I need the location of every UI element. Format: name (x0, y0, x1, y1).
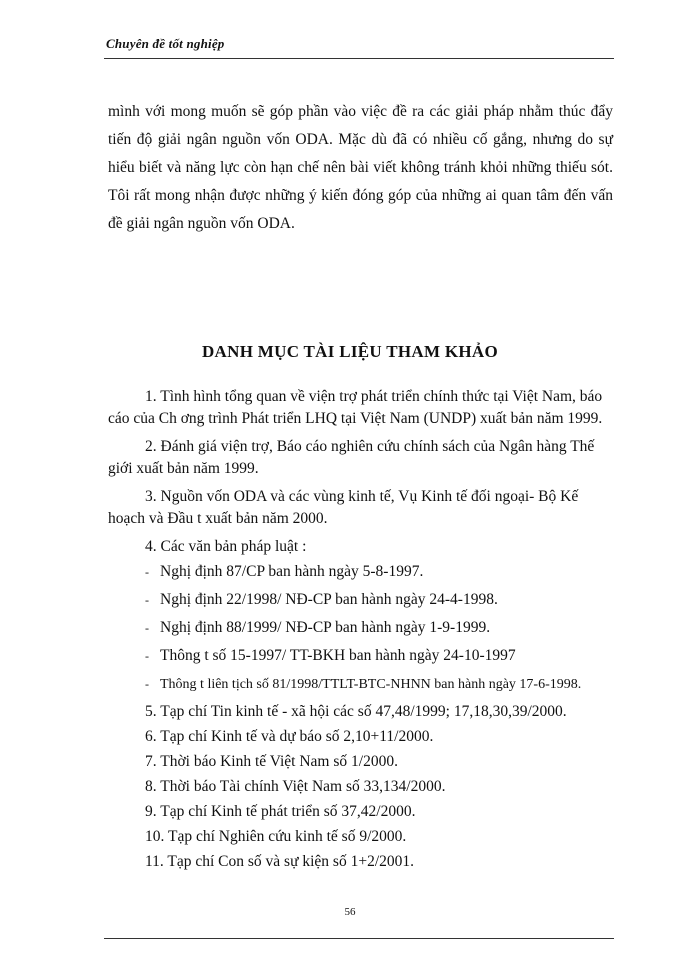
reference-item: 8. Thời báo Tài chính Việt Nam số 33,134/2000. (145, 778, 446, 795)
reference-item: 6. Tạp chí Kinh tế và dự báo số 2,10+11/2000. (145, 728, 434, 745)
dash-bullet-icon: - (145, 677, 149, 691)
reference-item: 7. Thời báo Kinh tế Việt Nam số 1/2000. (145, 753, 398, 770)
page-number: 56 (344, 906, 356, 918)
references-title: DANH MỤC TÀI LIỆU THAM KHẢO (201, 342, 499, 361)
law-item (108, 645, 613, 673)
header-label: Chuyên đề tốt nghiệp (106, 36, 225, 51)
header-rule (104, 58, 614, 59)
dash-bullet-icon: - (145, 621, 149, 635)
law-text: Thông t số 15-1997/ TT-BKH ban hành ngày 24-10-1997 (160, 647, 516, 664)
dash-bullet-icon: - (145, 649, 149, 663)
law-list (108, 561, 613, 701)
references-list (108, 386, 613, 876)
reference-item: 11. Tạp chí Con số và sự kiện số 1+2/2001. (145, 853, 415, 870)
intro-paragraph (108, 98, 613, 238)
dash-bullet-icon: - (145, 593, 149, 607)
law-text: Nghị định 87/CP ban hành ngày 5-8-1997. (160, 563, 424, 580)
dash-bullet-icon: - (145, 565, 149, 579)
reference-item: 3. Nguồn vốn ODA và các vùng kinh tế, Vụ Kinh tế đối ngoại- Bộ Kế hoạch và Đầu t xuất bản năm 2000. (108, 488, 579, 527)
law-item (108, 561, 613, 589)
intro-text: mình với mong muốn sẽ góp phần vào việc đề ra các giải pháp nhằm thúc đẩy tiến độ giải ngân nguồn vốn ODA. Mặc dù đã có nhiều cố gắng, nhưng do sự hiểu biết và năng lực còn hạn chế nên bài viết không tránh khỏi những thiếu sót. Tôi rất mong nhận được những ý kiến đóng góp của những ai quan tâm đến vấn đề giải ngân nguồn vốn ODA. (108, 103, 613, 232)
law-item (108, 589, 613, 617)
law-text: Nghị định 88/1999/ NĐ-CP ban hành ngày 1-9-1999. (160, 619, 491, 636)
law-item (108, 617, 613, 645)
law-text: Thông t liên tịch số 81/1998/TTLT-BTC-NHNN ban hành ngày 17-6-1998. (160, 677, 582, 692)
reference-item: 1. Tình hình tổng quan về viện trợ phát triển chính thức tại Việt Nam, báo cáo của Ch ơng trình Phát triển LHQ tại Việt Nam (UNDP) xuất bản năm 1999. (108, 388, 603, 427)
reference-item: 4. Các văn bản pháp luật : (145, 538, 307, 555)
reference-item: 5. Tạp chí Tin kinh tế - xã hội các số 47,48/1999; 17,18,30,39/2000. (145, 703, 567, 720)
reference-item: 9. Tạp chí Kinh tế phát triển số 37,42/2000. (145, 803, 416, 820)
law-item (108, 673, 613, 701)
reference-item: 10. Tạp chí Nghiên cứu kinh tế số 9/2000. (145, 828, 407, 845)
footer-rule (104, 938, 614, 939)
reference-item: 2. Đánh giá viện trợ, Báo cáo nghiên cứu chính sách của Ngân hàng Thế giới xuất bản năm 1999. (108, 438, 595, 477)
law-text: Nghị định 22/1998/ NĐ-CP ban hành ngày 24-4-1998. (160, 591, 498, 608)
